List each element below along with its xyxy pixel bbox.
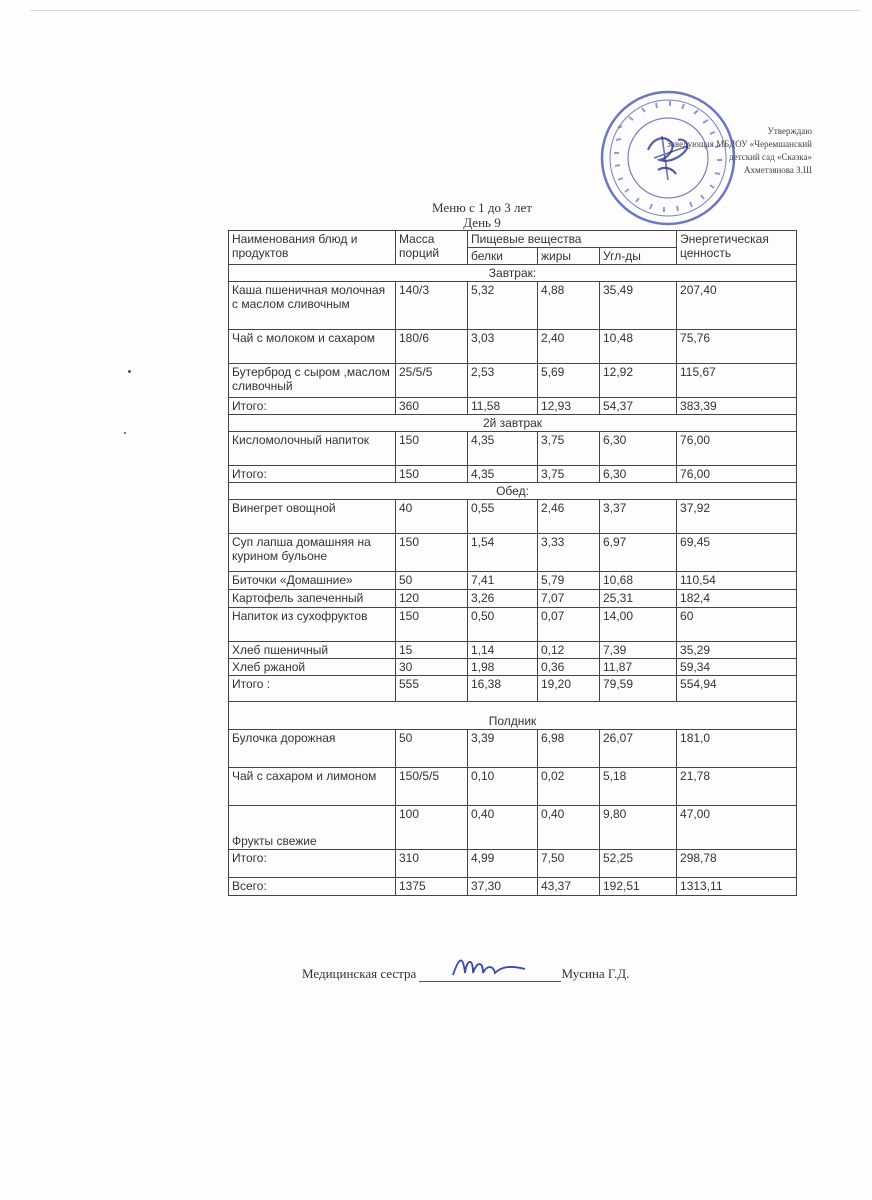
- total-name: Итого:: [229, 398, 396, 415]
- cell-carbs: 14,00: [600, 608, 677, 642]
- total-fat: 7,50: [538, 850, 600, 878]
- section-header-row: [229, 415, 797, 432]
- cell-protein: 3,39: [468, 730, 538, 768]
- cell-fat: 5,79: [538, 572, 600, 590]
- section-total-row: [229, 676, 797, 702]
- section-title: Полдник: [229, 702, 797, 730]
- cell-fat: 6,98: [538, 730, 600, 768]
- cell-mass: 100: [396, 806, 468, 850]
- approval-line: детский сад «Сказка»: [729, 152, 812, 162]
- cell-name: Булочка дорожная: [229, 730, 396, 768]
- cell-mass: 150/5/5: [396, 768, 468, 806]
- header-protein: белки: [468, 248, 538, 265]
- grand-total-energy: 1313,11: [677, 878, 797, 896]
- cell-energy: 59,34: [677, 659, 797, 676]
- cell-protein: 0,40: [468, 806, 538, 850]
- total-carbs: 54,37: [600, 398, 677, 415]
- table-row: [229, 806, 797, 850]
- cell-carbs: 6,30: [600, 432, 677, 466]
- cell-mass: 180/6: [396, 330, 468, 364]
- section-title: Обед:: [229, 483, 797, 500]
- cell-carbs: 35,49: [600, 282, 677, 330]
- header-energy: Энергетическая ценность: [677, 231, 797, 265]
- total-mass: 150: [396, 466, 468, 483]
- cell-protein: 1,54: [468, 534, 538, 572]
- grand-total-fat: 43,37: [538, 878, 600, 896]
- cell-energy: 182,4: [677, 590, 797, 608]
- cell-name: Чай с молоком и сахаром: [229, 330, 396, 364]
- total-carbs: 52,25: [600, 850, 677, 878]
- cell-energy: 47,00: [677, 806, 797, 850]
- grand-total-protein: 37,30: [468, 878, 538, 896]
- section-header-row: [229, 265, 797, 282]
- section-header-row: [229, 483, 797, 500]
- total-fat: 19,20: [538, 676, 600, 702]
- cell-mass: 50: [396, 730, 468, 768]
- header-fat: жиры: [538, 248, 600, 265]
- cell-mass: 150: [396, 534, 468, 572]
- cell-mass: 25/5/5: [396, 364, 468, 398]
- grand-total-row: [229, 878, 797, 896]
- header-mass: Масса порций: [396, 231, 468, 265]
- cell-mass: 120: [396, 590, 468, 608]
- menu-title: Меню с 1 до 3 лет: [432, 200, 532, 215]
- cell-mass: 50: [396, 572, 468, 590]
- table-row: [229, 364, 797, 398]
- total-energy: 383,39: [677, 398, 797, 415]
- signature-role: Медицинская сестра: [302, 966, 417, 981]
- header-name: Наименования блюд и продуктов: [229, 231, 396, 265]
- total-mass: 360: [396, 398, 468, 415]
- total-mass: 555: [396, 676, 468, 702]
- cell-name: Фрукты свежие: [229, 806, 396, 850]
- cell-protein: 0,55: [468, 500, 538, 534]
- table-row: [229, 500, 797, 534]
- cell-carbs: 11,87: [600, 659, 677, 676]
- cell-carbs: 10,68: [600, 572, 677, 590]
- signature-line: [302, 966, 722, 982]
- total-fat: 12,93: [538, 398, 600, 415]
- total-carbs: 6,30: [600, 466, 677, 483]
- section-total-row: [229, 466, 797, 483]
- cell-protein: 0,50: [468, 608, 538, 642]
- signature-person: Мусина Г.Д.: [561, 966, 630, 981]
- cell-name: Каша пшеничная молочная с маслом сливочным: [229, 282, 396, 330]
- table-row: [229, 730, 797, 768]
- cell-energy: 115,67: [677, 364, 797, 398]
- section-total-row: [229, 398, 797, 415]
- cell-name: Картофель запеченный: [229, 590, 396, 608]
- approval-line: Заведующая МБДОУ «Черемшанский: [666, 139, 812, 149]
- table-header-row: [229, 231, 797, 248]
- table-row: [229, 659, 797, 676]
- cell-protein: 5,32: [468, 282, 538, 330]
- cell-protein: 7,41: [468, 572, 538, 590]
- cell-carbs: 10,48: [600, 330, 677, 364]
- cell-fat: 3,75: [538, 432, 600, 466]
- cell-carbs: 9,80: [600, 806, 677, 850]
- section-title: 2й завтрак: [229, 415, 797, 432]
- cell-fat: 7,07: [538, 590, 600, 608]
- header-nutrients: Пищевые вещества: [468, 231, 677, 248]
- approval-line: Утверждаю: [767, 126, 812, 136]
- table-row: [229, 608, 797, 642]
- cell-fat: 0,12: [538, 642, 600, 659]
- cell-energy: 60: [677, 608, 797, 642]
- total-fat: 3,75: [538, 466, 600, 483]
- total-protein: 11,58: [468, 398, 538, 415]
- total-energy: 76,00: [677, 466, 797, 483]
- cell-energy: 110,54: [677, 572, 797, 590]
- cell-name: Хлеб ржаной: [229, 659, 396, 676]
- table-row: [229, 330, 797, 364]
- table-row: [229, 534, 797, 572]
- cell-carbs: 25,31: [600, 590, 677, 608]
- cell-mass: 150: [396, 608, 468, 642]
- total-name: Итого:: [229, 466, 396, 483]
- scan-speck: [124, 432, 126, 434]
- cell-name: Бутерброд с сыром ,маслом сливочный: [229, 364, 396, 398]
- cell-energy: 37,92: [677, 500, 797, 534]
- cell-name: Биточки «Домашние»: [229, 572, 396, 590]
- cell-fat: 5,69: [538, 364, 600, 398]
- total-protein: 16,38: [468, 676, 538, 702]
- cell-fat: 4,88: [538, 282, 600, 330]
- scan-speck: [128, 370, 131, 373]
- cell-protein: 2,53: [468, 364, 538, 398]
- signature-field: [419, 969, 561, 982]
- cell-mass: 30: [396, 659, 468, 676]
- header-carbs: Угл-ды: [600, 248, 677, 265]
- approval-line: Ахметзянова З.Ш: [744, 165, 812, 175]
- total-protein: 4,35: [468, 466, 538, 483]
- cell-protein: 1,14: [468, 642, 538, 659]
- table-row: [229, 572, 797, 590]
- cell-mass: 140/3: [396, 282, 468, 330]
- cell-carbs: 7,39: [600, 642, 677, 659]
- total-energy: 554,94: [677, 676, 797, 702]
- cell-fat: 0,07: [538, 608, 600, 642]
- total-name: Итого:: [229, 850, 396, 878]
- cell-fat: 2,46: [538, 500, 600, 534]
- table-row: [229, 642, 797, 659]
- grand-total-mass: 1375: [396, 878, 468, 896]
- cell-mass: 15: [396, 642, 468, 659]
- cell-fat: 0,40: [538, 806, 600, 850]
- cell-carbs: 26,07: [600, 730, 677, 768]
- total-energy: 298,78: [677, 850, 797, 878]
- handwritten-signature: [449, 951, 529, 983]
- cell-energy: 69,45: [677, 534, 797, 572]
- cell-fat: 0,02: [538, 768, 600, 806]
- total-mass: 310: [396, 850, 468, 878]
- total-name: Итого :: [229, 676, 396, 702]
- section-title: Завтрак:: [229, 265, 797, 282]
- cell-name: Суп лапша домашняя на курином бульоне: [229, 534, 396, 572]
- cell-name: Кисломолочный напиток: [229, 432, 396, 466]
- cell-protein: 1,98: [468, 659, 538, 676]
- grand-total-name: Всего:: [229, 878, 396, 896]
- cell-energy: 181,0: [677, 730, 797, 768]
- section-total-row: [229, 850, 797, 878]
- cell-carbs: 12,92: [600, 364, 677, 398]
- cell-name: Винегрет овощной: [229, 500, 396, 534]
- cell-protein: 3,26: [468, 590, 538, 608]
- cell-carbs: 6,97: [600, 534, 677, 572]
- cell-carbs: 5,18: [600, 768, 677, 806]
- cell-mass: 150: [396, 432, 468, 466]
- table-row: [229, 282, 797, 330]
- cell-energy: 76,00: [677, 432, 797, 466]
- cell-energy: 21,78: [677, 768, 797, 806]
- cell-mass: 40: [396, 500, 468, 534]
- cell-protein: 4,35: [468, 432, 538, 466]
- cell-fat: 2,40: [538, 330, 600, 364]
- cell-energy: 35,29: [677, 642, 797, 659]
- menu-table: [228, 230, 797, 896]
- cell-energy: 75,76: [677, 330, 797, 364]
- table-row: [229, 590, 797, 608]
- cell-fat: 3,33: [538, 534, 600, 572]
- grand-total-carbs: 192,51: [600, 878, 677, 896]
- total-protein: 4,99: [468, 850, 538, 878]
- cell-protein: 3,03: [468, 330, 538, 364]
- page-top-border: [30, 10, 860, 11]
- cell-fat: 0,36: [538, 659, 600, 676]
- cell-carbs: 3,37: [600, 500, 677, 534]
- menu-day: День 9: [463, 215, 501, 230]
- cell-name: Чай с сахаром и лимоном: [229, 768, 396, 806]
- cell-name: Напиток из сухофруктов: [229, 608, 396, 642]
- cell-protein: 0,10: [468, 768, 538, 806]
- table-row: [229, 768, 797, 806]
- cell-energy: 207,40: [677, 282, 797, 330]
- section-header-row: [229, 702, 797, 730]
- cell-name: Хлеб пшеничный: [229, 642, 396, 659]
- total-carbs: 79,59: [600, 676, 677, 702]
- table-row: [229, 432, 797, 466]
